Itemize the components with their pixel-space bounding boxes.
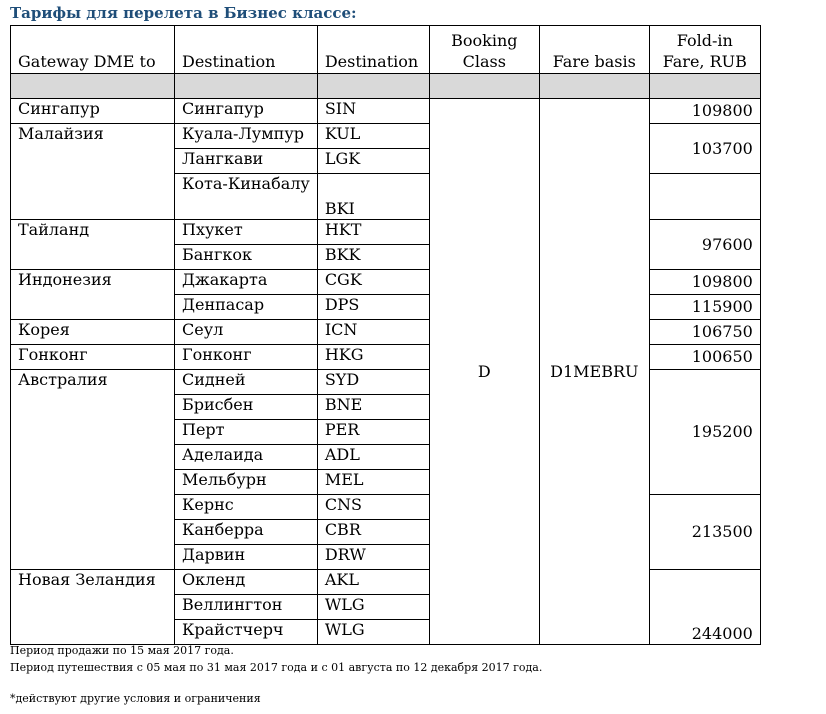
table-header-row (11, 26, 761, 74)
city-cell: Кернс (175, 495, 318, 520)
code-cell: HKG (317, 345, 429, 370)
country-cell: Сингапур (11, 99, 175, 124)
code-cell: BKK (317, 245, 429, 270)
code-cell: BNE (317, 395, 429, 420)
city-cell: Мельбурн (175, 470, 318, 495)
code-cell: HKT (317, 220, 429, 245)
code-cell: BKI (317, 174, 429, 220)
code-cell: WLG (317, 595, 429, 620)
fare-cell: 97600 (649, 220, 760, 270)
sales-period-note: Период продажи по 15 мая 2017 года. (10, 644, 234, 657)
country-cell: Корея (11, 320, 175, 345)
header-destination-city: Destination (175, 26, 318, 74)
city-cell: Перт (175, 420, 318, 445)
code-cell: PER (317, 420, 429, 445)
city-cell: Окленд (175, 570, 318, 595)
footnote: *действуют другие условия и ограничения (10, 692, 261, 705)
city-cell: Гонконг (175, 345, 318, 370)
city-cell: Лангкави (175, 149, 318, 174)
city-cell: Денпасар (175, 295, 318, 320)
city-cell: Канберра (175, 520, 318, 545)
city-cell: Сеул (175, 320, 318, 345)
city-cell: Брисбен (175, 395, 318, 420)
fare-cell: 213500 (649, 495, 760, 570)
country-cell: Тайланд (11, 220, 175, 270)
city-cell: Сидней (175, 370, 318, 395)
fare-cell: 109800 (649, 99, 760, 124)
fare-cell: 115900 (649, 295, 760, 320)
fare-cell: 244000 (649, 570, 760, 645)
fare-cell: 195200 (649, 370, 760, 495)
code-cell: KUL (317, 124, 429, 149)
notes (10, 642, 542, 676)
city-cell: Пхукет (175, 220, 318, 245)
table-row (11, 99, 761, 124)
code-cell: LGK (317, 149, 429, 174)
fare-cell-empty (649, 174, 760, 220)
header-booking-class: Booking Class (429, 26, 539, 74)
code-cell: MEL (317, 470, 429, 495)
code-cell: DPS (317, 295, 429, 320)
header-fare: Fold-in Fare, RUB (649, 26, 760, 74)
country-cell: Австралия (11, 370, 175, 570)
code-cell: DRW (317, 545, 429, 570)
country-cell: Гонконг (11, 345, 175, 370)
code-cell: AKL (317, 570, 429, 595)
city-cell: Джакарта (175, 270, 318, 295)
header-fare-basis: Fare basis (539, 26, 649, 74)
code-cell: CGK (317, 270, 429, 295)
country-cell: Малайзия (11, 124, 175, 220)
header-gateway: Gateway DME to (11, 26, 175, 74)
code-cell: CNS (317, 495, 429, 520)
country-cell: Индонезия (11, 270, 175, 320)
fares-table (10, 25, 761, 645)
travel-period-note: Период путешествия с 05 мая по 31 мая 2017 года и с 01 августа по 12 декабря 2017 года. (10, 661, 543, 674)
city-cell: Дарвин (175, 545, 318, 570)
fare-cell: 106750 (649, 320, 760, 345)
city-cell: Веллингтон (175, 595, 318, 620)
fare-cell: 100650 (649, 345, 760, 370)
city-cell: Кота-Кинабалу (175, 174, 318, 220)
city-cell: Бангкок (175, 245, 318, 270)
code-cell: ICN (317, 320, 429, 345)
country-cell: Новая Зеландия (11, 570, 175, 645)
header-destination-code: Destination (317, 26, 429, 74)
fare-cell: 109800 (649, 270, 760, 295)
fare-basis-cell: D1MEBRU (539, 99, 649, 645)
city-cell: Куала-Лумпур (175, 124, 318, 149)
city-cell: Сингапур (175, 99, 318, 124)
code-cell: SYD (317, 370, 429, 395)
city-cell: Аделаида (175, 445, 318, 470)
code-cell: ADL (317, 445, 429, 470)
code-cell: CBR (317, 520, 429, 545)
code-cell: SIN (317, 99, 429, 124)
page-title: Тарифы для перелета в Бизнес классе: (10, 4, 357, 22)
fare-cell: 103700 (649, 124, 760, 174)
code-cell: WLG (317, 620, 429, 645)
table-grey-row (11, 74, 761, 99)
city-cell: Крайстчерч (175, 620, 318, 645)
booking-class-cell: D (429, 99, 539, 645)
